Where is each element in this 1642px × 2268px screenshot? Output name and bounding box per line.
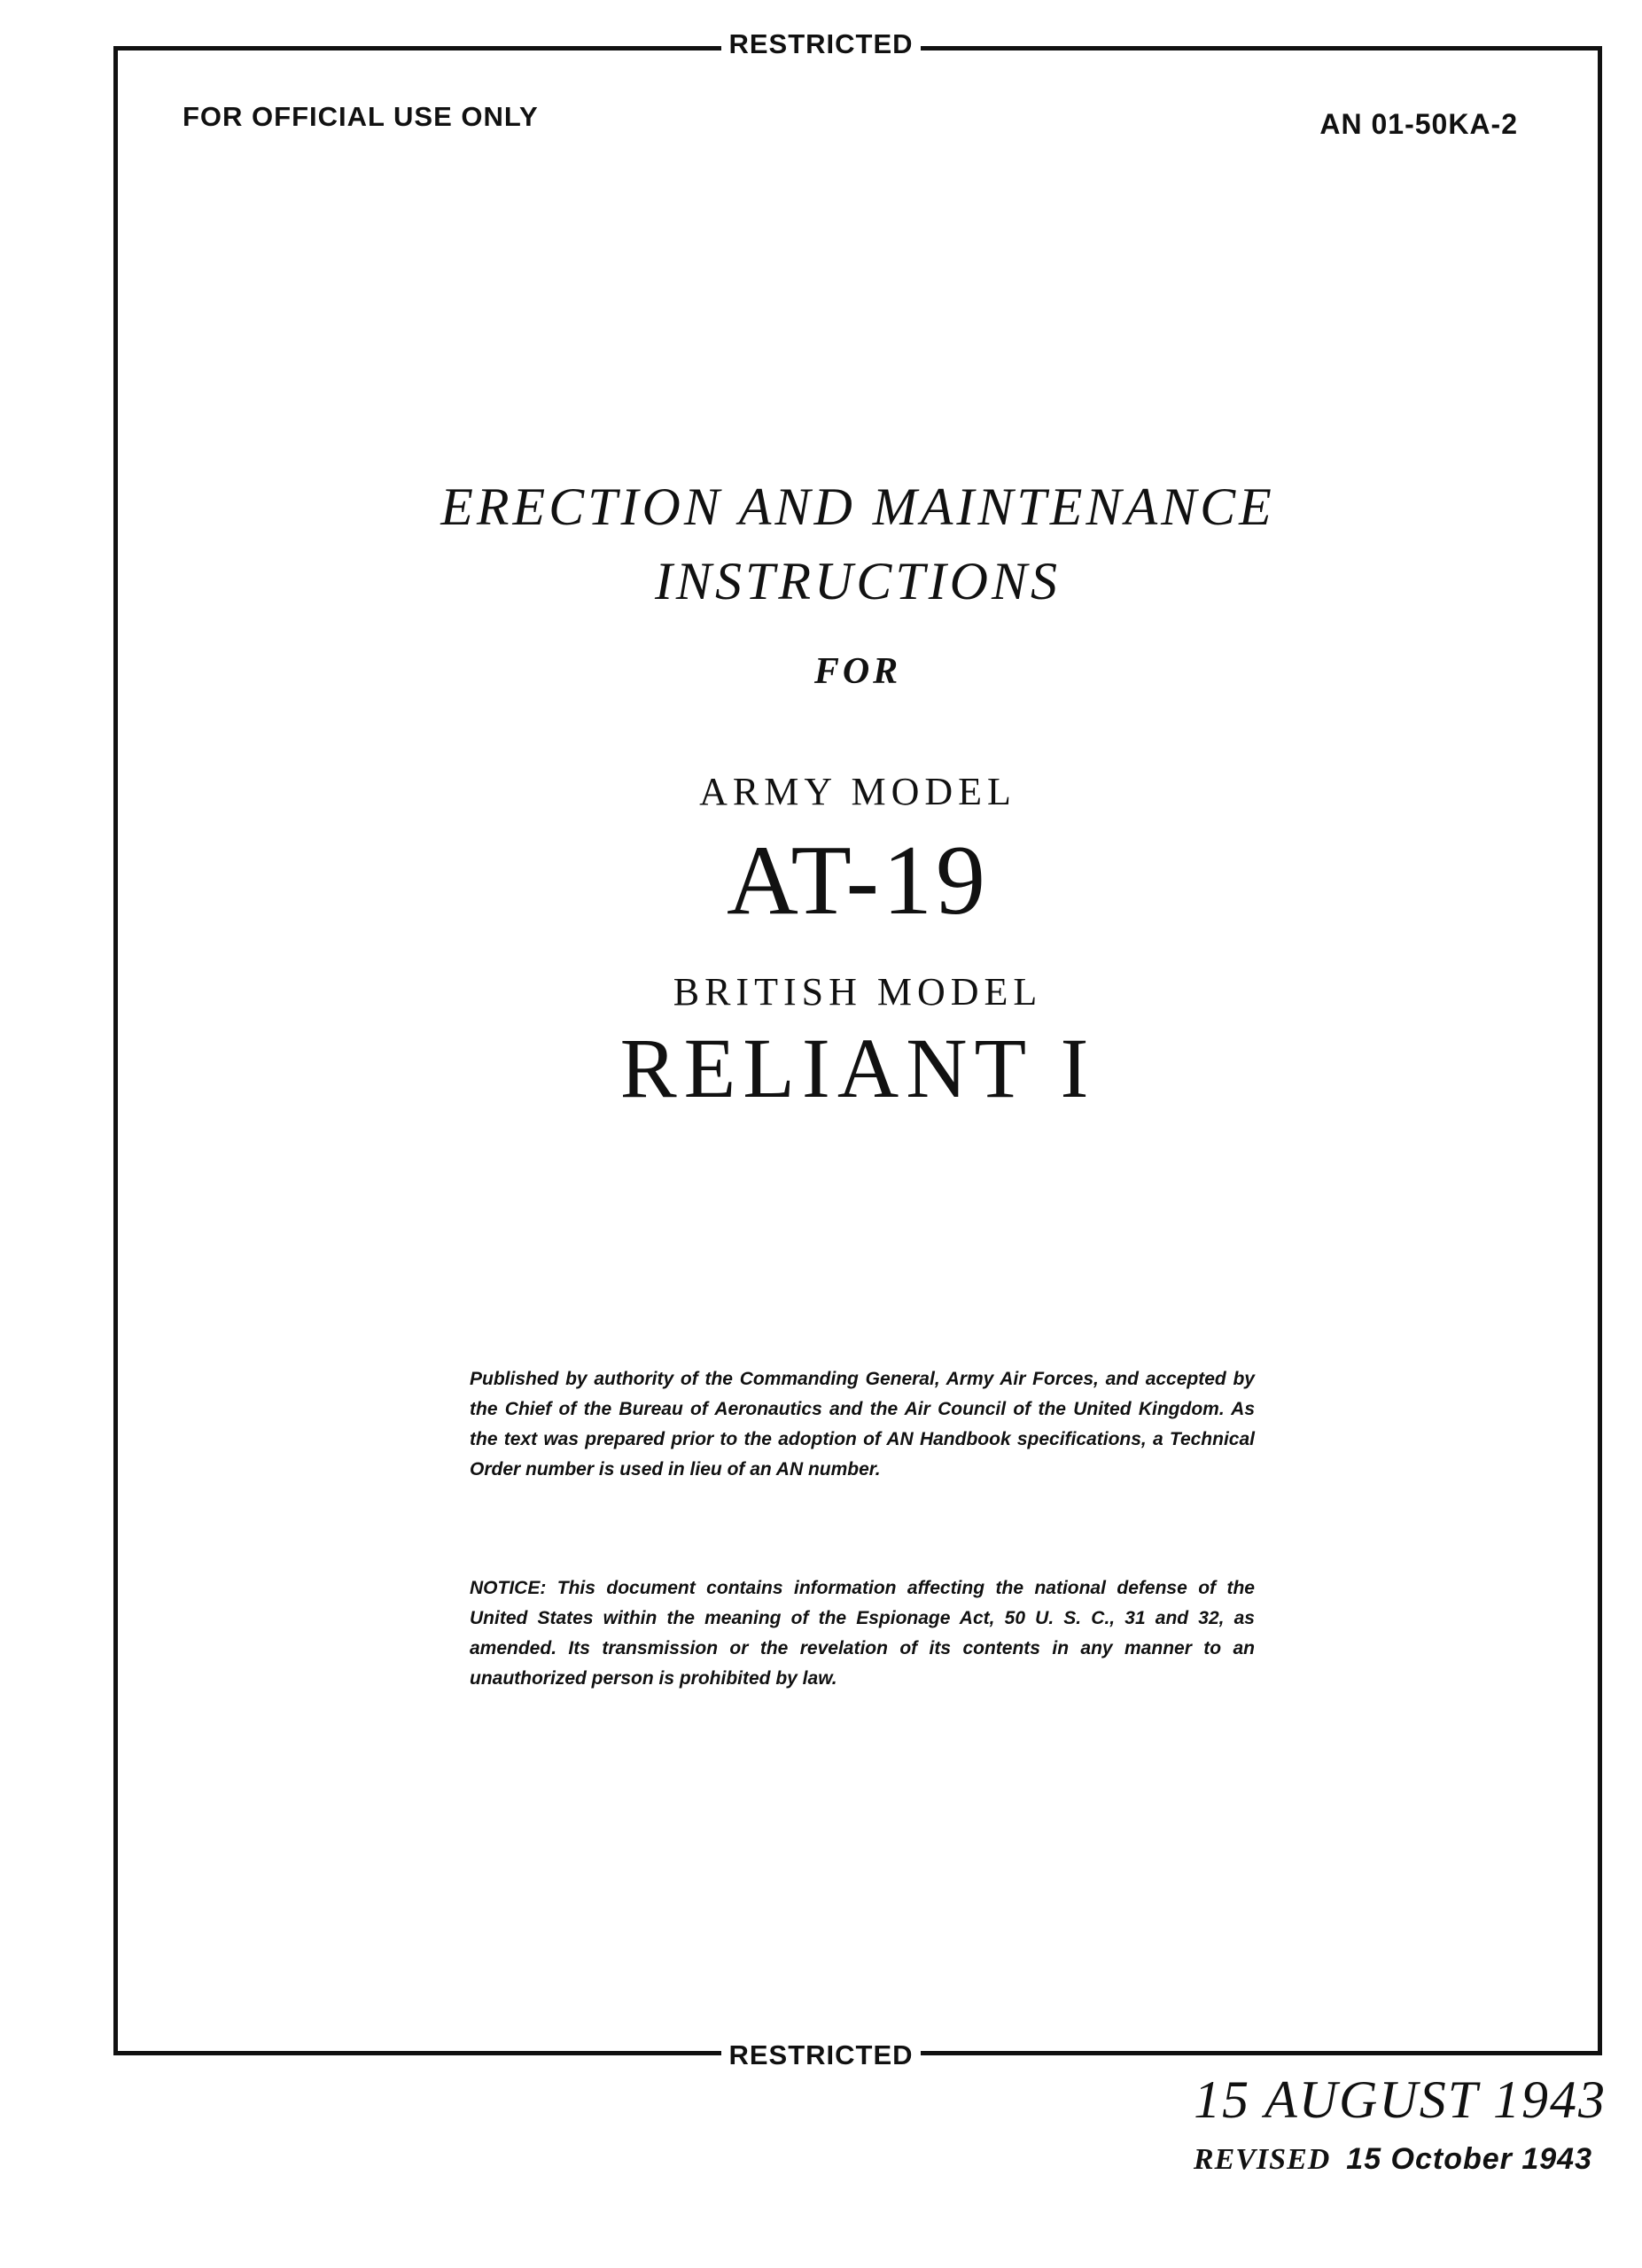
- title-line-2: INSTRUCTIONS: [654, 552, 1062, 610]
- restricted-marking-top: [0, 28, 1642, 60]
- british-model-label: BRITISH MODEL: [673, 970, 1043, 1014]
- title-line-1: ERECTION AND MAINTENANCE: [440, 478, 1275, 536]
- revision-line: [1194, 2142, 1592, 2177]
- restricted-label-top: RESTRICTED: [721, 28, 920, 59]
- document-number: AN 01-50KA-2: [1319, 108, 1518, 140]
- restricted-marking-bottom: [0, 2039, 1642, 2071]
- official-use-label: FOR OFFICIAL USE ONLY: [183, 101, 539, 132]
- revised-label: REVISED: [1193, 2143, 1331, 2176]
- army-model-label: ARMY MODEL: [699, 770, 1016, 813]
- publication-authority-paragraph: Published by authority of the Commanding General, Army Air Forces, and accepted by the Chief of the Bureau of Aeronautics and the Air Council of the United Kingdom. As the text was prepared prior to the adoption of AN Handbook specifications, a Technical Order number is used in lieu of an AN number.: [470, 1369, 1255, 1480]
- title-for: FOR: [813, 651, 902, 692]
- army-model-designation: AT-19: [727, 826, 989, 936]
- publication-date: 15 AUGUST 1943: [1194, 2070, 1607, 2129]
- revised-date: 15 October 1943: [1346, 2142, 1592, 2176]
- restricted-label-bottom: RESTRICTED: [721, 2039, 920, 2070]
- espionage-notice-paragraph: NOTICE: This document contains information affecting the national defense of the United States within the meaning of the Espionage Act, 50 U. S. C., 31 and 32, as amended. Its transmission or the revelation of its contents in any manner to an unauthorized person is prohibited by law.: [470, 1578, 1255, 1689]
- british-model-designation: RELIANT I: [619, 1021, 1096, 1115]
